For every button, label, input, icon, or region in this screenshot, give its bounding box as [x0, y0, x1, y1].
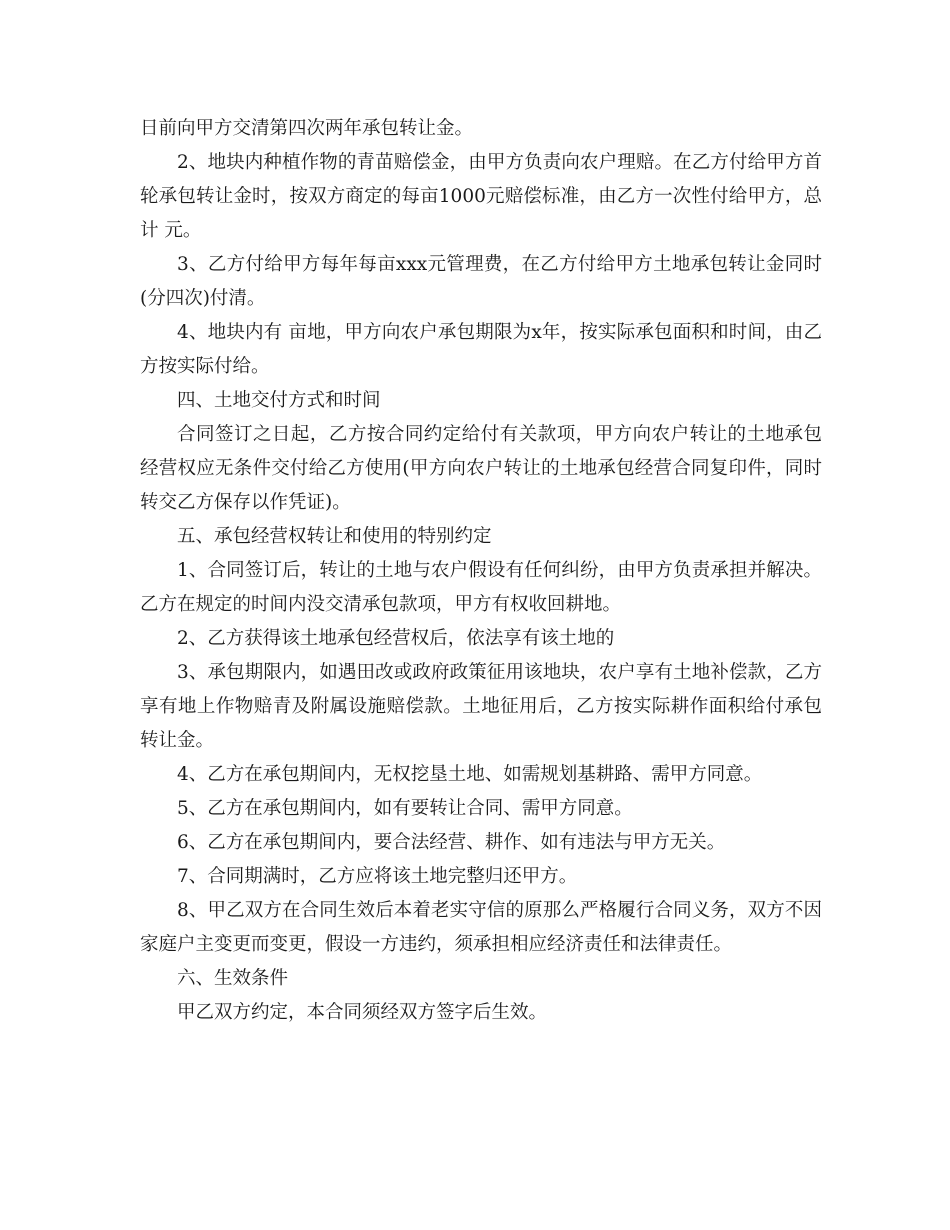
section-heading-delivery: 四、土地交付方式和时间 — [177, 390, 381, 411]
special-clause-2: 2、乙方获得该土地承包经营权后，依法享有该土地的 — [177, 628, 615, 649]
special-clause-3: 3、承包期限内，如遇田改或政府政策征用该地块，农户享有土地补偿款，乙方享有地上作物赔青及附属设施赔偿款。土地征用后，乙方按实际耕作面积给付承包转让金。 — [140, 662, 822, 751]
clause-3-management-fee: 3、乙方付给甲方每年每亩xxx元管理费，在乙方付给甲方土地承包转让金同时(分四次)付清。 — [140, 254, 822, 309]
paragraph-continuation: 日前向甲方交清第四次两年承包转让金。 — [140, 118, 474, 139]
special-clause-7: 7、合同期满时，乙方应将该土地完整归还甲方。 — [177, 866, 578, 887]
special-clause-8: 8、甲乙双方在合同生效后本着老实守信的原那么严格履行合同义务，双方不因家庭户主变更而变更，假设一方违约，须承担相应经济责任和法律责任。 — [140, 900, 822, 955]
clause-2-compensation: 2、地块内种植作物的青苗赔偿金，由甲方负责向农户理赔。在乙方付给甲方首轮承包转让金时，按双方商定的每亩1000元赔偿标准，由乙方一次性付给甲方，总计 元。 — [140, 152, 822, 241]
delivery-paragraph: 合同签订之日起，乙方按合同约定给付有关款项，甲方向农户转让的土地承包经营权应无条件交付给乙方使用(甲方向农户转让的土地承包经营合同复印件，同时转交乙方保存以作凭证)。 — [140, 424, 822, 513]
section-heading-special-terms: 五、承包经营权转让和使用的特别约定 — [177, 526, 492, 547]
special-clause-1: 1、合同签订后，转让的土地与农户假设有任何纠纷，由甲方负责承担并解决。乙方在规定的时间内没交清承包款项，甲方有权收回耕地。 — [140, 560, 822, 615]
effective-paragraph: 甲乙双方约定，本合同须经双方签字后生效。 — [177, 1002, 548, 1023]
special-clause-4: 4、乙方在承包期间内，无权挖垦土地、如需规划基耕路、需甲方同意。 — [177, 764, 763, 785]
section-heading-effective: 六、生效条件 — [177, 968, 289, 989]
document-body — [140, 112, 822, 1030]
special-clause-5: 5、乙方在承包期间内，如有要转让合同、需甲方同意。 — [177, 798, 633, 819]
special-clause-6: 6、乙方在承包期间内，要合法经营、耕作、如有违法与甲方无关。 — [177, 832, 726, 853]
clause-4-land-area: 4、地块内有 亩地，甲方向农户承包期限为x年，按实际承包面积和时间，由乙方按实际付给。 — [140, 322, 822, 377]
